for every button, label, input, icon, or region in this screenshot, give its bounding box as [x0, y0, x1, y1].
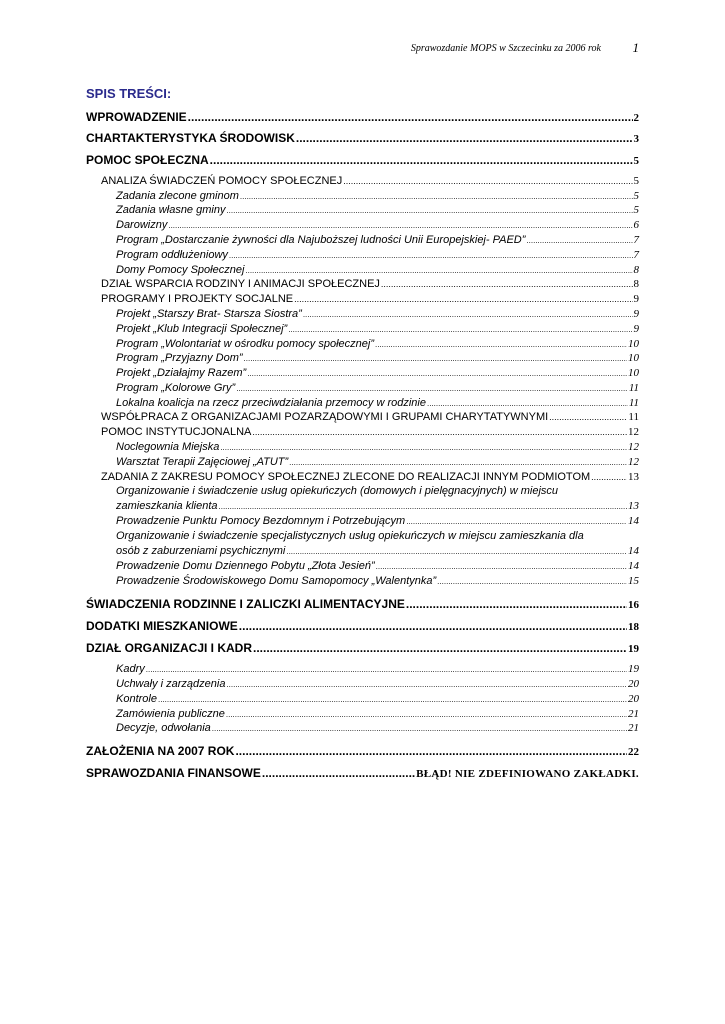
toc-entry-dps[interactable]: Domy Pomocy Społecznej ..... 8	[116, 264, 639, 276]
toc-entry-sprawozdania-finansowe[interactable]: SPRAWOZDANIA FINANSOWE ..... BŁĄD! NIE ZDEFINIOWANO ZAKŁADKI.	[86, 766, 639, 780]
toc-entry-atut[interactable]: Warsztat Terapii Zajęciowej „ATUT” ..... 12	[116, 456, 639, 468]
toc-entry-specjalistyczne[interactable]: osób z zaburzeniami psychicznymi ..... 14	[116, 545, 639, 557]
toc-entry-pomoc-spoleczna[interactable]: POMOC SPOŁECZNA ..... 5	[86, 153, 639, 167]
page-header	[0, 40, 725, 60]
toc-entry-kadry[interactable]: Kadry ..... 19	[116, 663, 639, 675]
toc-entry-zadania-wlasne[interactable]: Zadania własne gminy ..... 5	[116, 204, 639, 216]
toc-entry-przyjazny-dom[interactable]: Program „Przyjazny Dom” ..... 10	[116, 352, 639, 364]
toc-entry-lokalna-koalicja[interactable]: Lokalna koalicja na rzecz przeciwdziałania przemocy w rodzinie ..... 11	[116, 397, 639, 409]
toc-entry-analiza[interactable]: ANALIZA ŚWIADCZEŃ POMOCY SPOŁECZNEJ ..... 5	[101, 175, 639, 187]
header-title: Sprawozdanie MOPS w Szczecinku za 2006 rok	[410, 43, 601, 54]
toc-entry-uchwaly[interactable]: Uchwały i zarządzenia ..... 20	[116, 678, 639, 690]
toc-entry-klub-integracji[interactable]: Projekt „Klub Integracji Społecznej” ..... 9	[116, 323, 639, 335]
toc-entry-wspolpraca[interactable]: WSPÓŁPRACA Z ORGANIZACJAMI POZARZĄDOWYMI I GRUPAMI CHARYTATYWNYMI ..... 11	[101, 411, 639, 423]
toc-entry-programy[interactable]: PROGRAMY I PROJEKTY SOCJALNE ..... 9	[101, 293, 639, 305]
toc-entry-dzial-organizacji[interactable]: DZIAŁ ORGANIZACJI I KADR ..... 19	[86, 641, 639, 655]
toc-entry-dzialajmy-razem[interactable]: Projekt „Działajmy Razem” ..... 10	[116, 367, 639, 379]
toc-entry-swiadczenia-rodzinne[interactable]: ŚWIADCZENIA RODZINNE I ZALICZKI ALIMENTACYJNE ..... 16	[86, 597, 639, 611]
toc-entry-zadania-zlecone-podmiotom[interactable]: ZADANIA Z ZAKRESU POMOCY SPOŁECZNEJ ZLECONE DO REALIZACJI INNYM PODMIOTOM ..... 13	[101, 471, 639, 483]
toc-entry-zamowienia[interactable]: Zamówienia publiczne ..... 21	[116, 708, 639, 720]
toc-entry-wolontariat[interactable]: Program „Wolontariat w ośrodku pomocy społecznej” ..... 10	[116, 338, 639, 350]
toc-entry-kontrole[interactable]: Kontrole ..... 20	[116, 693, 639, 705]
toc-entry-uslugi-opiekuncze[interactable]: zamieszkania klienta ..... 13	[116, 500, 639, 512]
toc-entry-darowizny[interactable]: Darowizny ..... 6	[116, 219, 639, 231]
toc-entry-punkt-pomocy[interactable]: Prowadzenie Punktu Pomocy Bezdomnym i Potrzebującym ..... 14	[116, 515, 639, 527]
toc-entry-walentynka[interactable]: Prowadzenie Środowiskowego Domu Samopomocy „Walentynka” ..... 15	[116, 575, 639, 587]
toc-entry-charakterystyka[interactable]: CHARTAKTERYSTYKA ŚRODOWISK ..... 3	[86, 131, 639, 145]
toc-entry-paed[interactable]: Program „Dostarczanie żywności dla Najuboższej ludności Unii Europejskiej- PAED” ..... 7	[116, 234, 639, 246]
bookmark-error-text: BŁĄD! NIE ZDEFINIOWANO ZAKŁADKI.	[416, 768, 639, 780]
toc-entry-uslugi-opiekuncze-line1[interactable]: Organizowanie i świadczenie usług opiekuńczych (domowych i pielęgnacyjnych) w miejscu	[116, 485, 559, 497]
toc-entry-kolorowe-gry[interactable]: Program „Kolorowe Gry” ..... 11	[116, 382, 639, 394]
toc-entry-zlota-jesien[interactable]: Prowadzenie Domu Dziennego Pobytu „Złota Jesień” ..... 14	[116, 560, 639, 572]
toc-entry-wprowadzenie[interactable]: WPROWADZENIE ..... 2	[86, 110, 639, 124]
toc-entry-dodatki-mieszkaniowe[interactable]: DODATKI MIESZKANIOWE ..... 18	[86, 619, 639, 633]
toc-entry-noclegownia[interactable]: Noclegownia Miejska ..... 12	[116, 441, 639, 453]
toc-entry-pomoc-instytucjonalna[interactable]: POMOC INSTYTUCJONALNA ..... 12	[101, 426, 639, 438]
toc-entry-zadania-zlecone[interactable]: Zadania zlecone gminom ..... 5	[116, 190, 639, 202]
toc-title: SPIS TREŚCI:	[86, 86, 172, 101]
toc-entry-starszy-brat[interactable]: Projekt „Starszy Brat- Starsza Siostra” ..... 9	[116, 308, 639, 320]
toc-entry-specjalistyczne-line1[interactable]: Organizowanie i świadczenie specjalistycznych usług opiekuńczych w miejscu zamieszkania dla	[116, 530, 584, 542]
toc-entry-dzial-wsparcia[interactable]: DZIAŁ WSPARCIA RODZINY I ANIMACJI SPOŁECZNEJ ..... 8	[101, 278, 639, 290]
toc-entry-oddluzeniowy[interactable]: Program oddłużeniowy ..... 7	[116, 249, 639, 261]
page-number: 1	[632, 40, 639, 55]
toc-entry-zalozenia[interactable]: ZAŁOŻENIA NA 2007 ROK ..... 22	[86, 744, 639, 758]
toc-entry-decyzje[interactable]: Decyzje, odwołania ..... 21	[116, 722, 639, 734]
